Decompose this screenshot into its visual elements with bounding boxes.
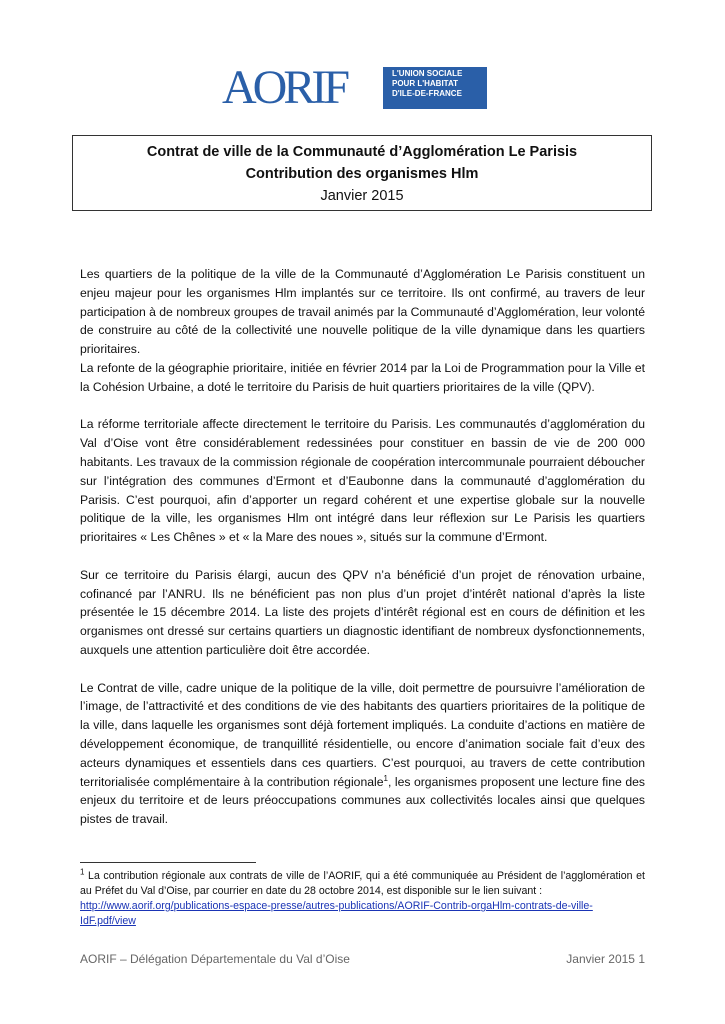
- paragraph: Les quartiers de la politique de la ville de la Communauté d’Agglomération Le Parisis constituent un enjeu majeur pour les organismes Hlm implantés sur ce territoire. Ils ont confirmé, au travers de leur participation à de nombreux groupes de travail animés par la Communauté d’Agglomération, leur volonté de construire au côté de la collectivité une nouvelle politique de la ville dynamique dans les quartiers prioritaires.: [80, 267, 646, 357]
- paragraph: [80, 679, 645, 829]
- paragraph-text: Le Contrat de ville, cadre unique de la politique de la ville, doit permettre de poursuivre l’amélioration de l’image, de l’attractivité et des conditions de vie des habitants des quartiers prioritaires de la politique de la ville, dans laquelle les organismes sont déjà fortement impliqués. La conduite d’actions en matière de développement économique, de tranquillité résidentielle, ou encore d’animation sociale fait d’eux des acteurs dynamiques et essentiels dans ces quartiers. C’est pourquoi, au travers de cette contribution territorialisée complémentaire à la contribution régionale: [80, 680, 645, 789]
- footnote-text: La contribution régionale aux contrats de ville de l’AORIF, qui a été communiquée au Président de l’agglomération et au Préfet du Val d’Oise, par courrier en date du 28 octobre 2014, est disponible sur le lien suivant :: [80, 870, 645, 897]
- footnote: [80, 869, 645, 929]
- page-footer: [80, 952, 645, 966]
- body-text: [80, 265, 645, 829]
- logo-mark: AORIF: [222, 61, 347, 114]
- paragraph: La refonte de la géographie prioritaire, initiée en février 2014 par la Loi de Programmation pour la Ville et la Cohésion Urbaine, a doté le territoire du Parisis de huit quartiers prioritaires de la ville (QPV).: [80, 360, 645, 394]
- document-title: Contrat de ville de la Communauté d’Agglomération Le Parisis: [146, 144, 578, 160]
- footnote-divider: [80, 862, 256, 863]
- document-date: Janvier 2015: [320, 188, 404, 204]
- logo-tagline-line: POUR L'HABITAT: [392, 79, 459, 88]
- title-box: [72, 135, 652, 211]
- paragraph: La réforme territoriale affecte directement le territoire du Parisis. Les communautés d’agglomération du Val d’Oise vont être considérablement redessinées pour constituer en bassin de vie de 200 000 habitants. Les travaux de la commission régionale de coopération intercommunale pourraient déboucher sur l’intégration des communes d’Ermont et d’Eaubonne dans la communauté d’agglomération du Parisis. C’est pourquoi, afin d’apporter un regard cohérent et une expertise globale sur la nouvelle politique de la ville, les organismes Hlm ont intégré dans leur réflexion sur Le Parisis les quartiers prioritaires « Les Chênes » et « la Mare des noues », situés sur la commune d’Ermont.: [80, 417, 645, 545]
- footnote-link[interactable]: http://www.aorif.org/publications-espace-presse/autres-publications/AORIF-Contrib-orgaHlm-contrats-de-ville-IdF.pdf/view: [80, 900, 593, 927]
- paragraph-text: , les organismes proposent une lecture fine des enjeux du territoire et de leurs préoccupations communes aux collectivités locales ainsi que quelques pistes de travail.: [80, 774, 645, 827]
- logo-tagline: [383, 67, 487, 109]
- paragraph: Sur ce territoire du Parisis élargi, aucun des QPV n’a bénéficié d’un projet de rénovation urbaine, cofinancé par l’ANRU. Ils ne bénéficient pas non plus d’un projet d’intérêt national d’après la liste présentée le 15 décembre 2014. La liste des projets d’intérêt régional est en cours de définition et les organismes ont dressé sur certains quartiers un diagnostic identifiant de nombreux dysfonctionnements, auxquels une attention particulière doit être accordée.: [80, 567, 645, 657]
- footer-page-info: Janvier 2015 1: [566, 952, 645, 966]
- aorif-logo: [222, 61, 487, 114]
- footnote-marker: 1: [80, 867, 85, 877]
- logo-tagline-line: D'ILE-DE-FRANCE: [392, 89, 462, 98]
- footer-left: AORIF – Délégation Départementale du Val d’Oise: [80, 952, 350, 966]
- footnote-ref[interactable]: 1: [383, 773, 388, 783]
- logo-tagline-line: L'UNION SOCIALE: [392, 69, 463, 78]
- document-subtitle: Contribution des organismes Hlm: [245, 166, 479, 182]
